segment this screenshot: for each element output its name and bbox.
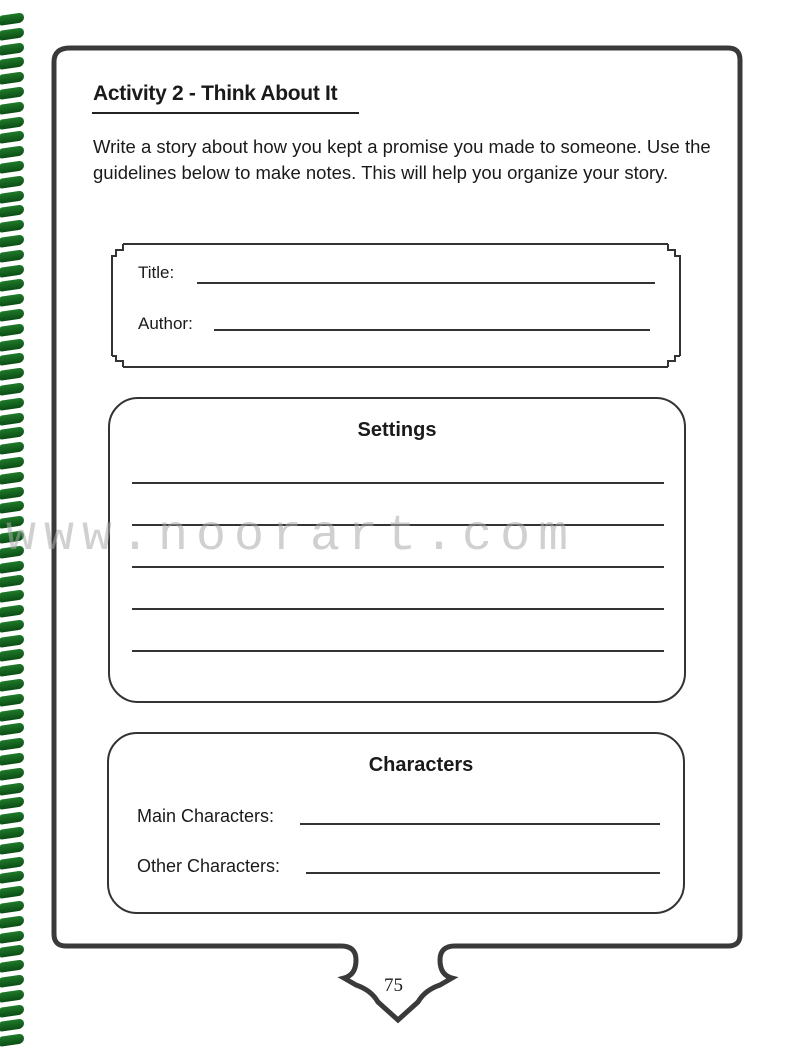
title-input-line[interactable] [197,282,655,284]
characters-box [107,732,685,914]
activity-title: Activity 2 - Think About It [93,82,338,105]
settings-line[interactable] [132,482,664,484]
main-characters-input-line[interactable] [300,823,660,825]
main-characters-label: Main Characters: [137,806,275,826]
settings-line[interactable] [132,608,664,610]
other-characters-label: Other Characters: [137,856,281,876]
other-characters-input-line[interactable] [306,872,660,874]
watermark: www.noorart.com [6,508,577,565]
title-label: Title: [138,263,175,282]
title-underline [92,112,359,114]
instructions-text: Write a story about how you kept a promise you made to someone. Use the guidelines below to make notes. This will help you organize your story. [93,136,711,183]
author-label: Author: [138,314,193,333]
settings-line[interactable] [132,566,664,568]
author-input-line[interactable] [214,329,650,331]
characters-heading: Characters [368,754,474,776]
page-number: 75 [384,975,403,996]
settings-heading: Settings [357,419,437,441]
settings-line[interactable] [132,650,664,652]
